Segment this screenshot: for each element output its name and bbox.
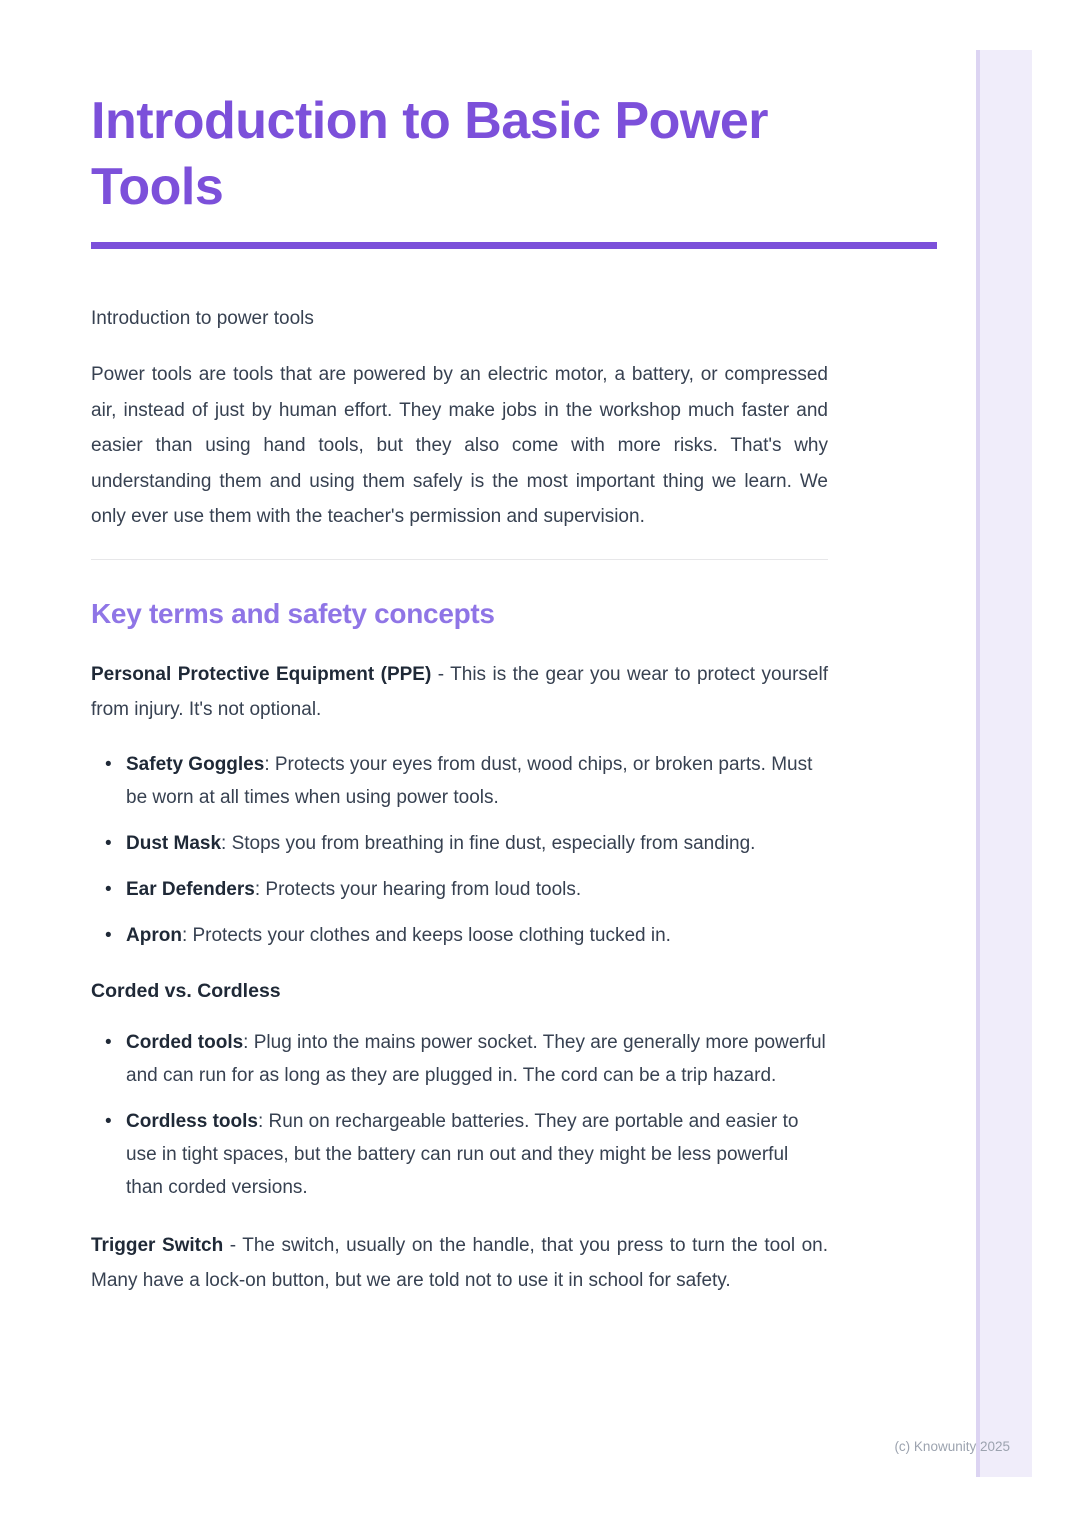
ppe-paragraph (91, 657, 828, 728)
list-item-term: Corded tools (126, 1031, 244, 1053)
corded-list (91, 1026, 828, 1204)
bullet-icon: • (105, 1110, 112, 1132)
ppe-term: Personal Protective Equipment (PPE) (91, 663, 432, 685)
document-content (91, 0, 937, 1299)
list-item-text: : Protects your eyes from dust, wood chips, or broken parts. Must be worn at all times when using power tools. (126, 753, 813, 808)
bullet-icon: • (105, 832, 112, 854)
list-item-text: : Run on rechargeable batteries. They are portable and easier to use in tight spaces, but the battery can run out and they might be less powerful than corded versions. (126, 1110, 799, 1198)
list-item (105, 1026, 828, 1092)
bullet-icon: • (105, 753, 112, 775)
section-divider (91, 559, 828, 560)
ppe-list (91, 748, 828, 952)
bullet-icon: • (105, 1031, 112, 1053)
list-item-term: Cordless tools (126, 1110, 258, 1132)
list-item-text: : Protects your clothes and keeps loose clothing tucked in. (181, 924, 671, 946)
trigger-term: Trigger Switch (91, 1234, 224, 1256)
list-item (105, 827, 828, 860)
copyright-notice: (c) Knowunity 2025 (894, 1439, 1010, 1454)
list-item-text: : Stops you from breathing in fine dust, especially from sanding. (221, 832, 756, 854)
page-title: Introduction to Basic Power Tools (91, 92, 768, 216)
trigger-description: - The switch, usually on the handle, that you press to turn the tool on. Many have a lock-on button, but we are told not to use it in school for safety. (91, 1234, 828, 1291)
intro-label: Introduction to power tools (91, 308, 314, 329)
trigger-paragraph (91, 1228, 828, 1299)
list-item-term: Dust Mask (126, 832, 222, 854)
list-item-text: : Protects your hearing from loud tools. (254, 878, 582, 900)
page-edge-strip (976, 50, 1032, 1477)
ppe-description: - This is the gear you wear to protect yourself from injury. It's not optional. (91, 663, 828, 720)
list-item-term: Apron (126, 924, 182, 946)
intro-paragraph: Power tools are tools that are powered by an electric motor, a battery, or compressed air, instead of just by human effort. They make jobs in the workshop much faster and easier than using hand tools, but they also come with more risks. That's why understanding them and using them safely is the most important thing we learn. We only ever use them with the teacher's permission and supervision. (91, 364, 828, 527)
list-item-term: Safety Goggles (126, 753, 265, 775)
list-item-text: : Plug into the mains power socket. They are generally more powerful and can run for as long as they are plugged in. The cord can be a trip hazard. (126, 1031, 826, 1086)
list-item (105, 748, 828, 814)
list-item (105, 919, 828, 952)
bullet-icon: • (105, 878, 112, 900)
list-item-term: Ear Defenders (126, 878, 255, 900)
bullet-icon: • (105, 924, 112, 946)
section-heading: Key terms and safety concepts (91, 597, 495, 629)
title-underline (91, 242, 937, 249)
list-item (105, 1105, 828, 1204)
subsection-heading: Corded vs. Cordless (91, 979, 281, 1002)
list-item (105, 873, 828, 906)
